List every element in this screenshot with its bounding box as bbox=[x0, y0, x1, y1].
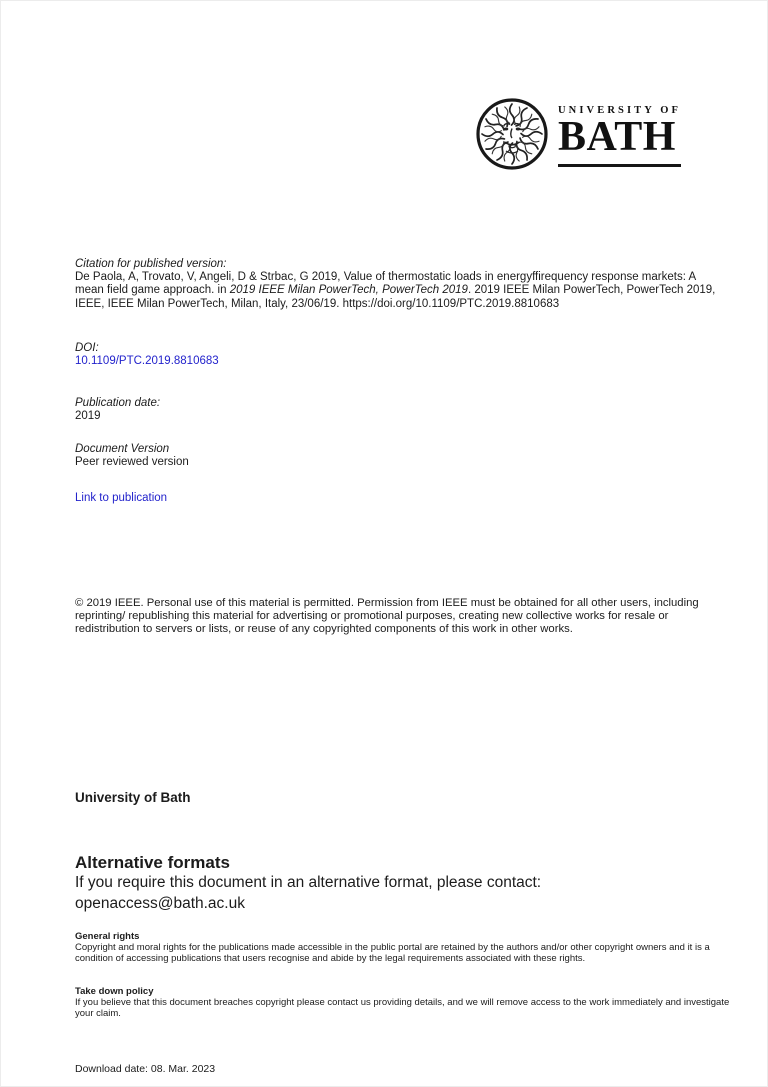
document-version-value: Peer reviewed version bbox=[75, 456, 189, 469]
publication-date-value: 2019 bbox=[75, 410, 101, 423]
doi-block bbox=[75, 342, 475, 368]
general-rights-heading: General rights bbox=[75, 931, 140, 942]
document-version-block bbox=[75, 443, 475, 469]
logo-bath-text: BATH bbox=[558, 114, 676, 160]
publication-date-label: Publication date: bbox=[75, 397, 161, 409]
logo-university-of-text: UNIVERSITY OF bbox=[558, 105, 682, 116]
publication-date-block bbox=[75, 397, 475, 423]
institution-name: University of Bath bbox=[75, 790, 191, 805]
university-of-bath-logo bbox=[475, 97, 681, 171]
doi-label: DOI: bbox=[75, 342, 99, 354]
citation-text-start: De Paola, A, Trovato, V, Angeli, D & Strbac, G 2019, Value of thermostatic loads in energyffirequency response markets: A mean field game approach. in bbox=[75, 271, 696, 297]
take-down-policy-section bbox=[75, 987, 731, 1019]
alternative-formats-heading: Alternative formats bbox=[75, 853, 230, 872]
logo-text-block bbox=[558, 97, 681, 167]
citation-label: Citation for published version: bbox=[75, 258, 227, 270]
general-rights-body: Copyright and moral rights for the publications made accessible in the public portal are retained by the authors and/or other copyright owners and it is a condition of accessing publications that users recognise and abide by the legal requirements associated with these rights. bbox=[75, 941, 710, 964]
alternative-formats-section bbox=[75, 852, 695, 914]
link-to-publication[interactable]: Link to publication bbox=[75, 492, 168, 504]
take-down-policy-body: If you believe that this document breaches copyright please contact us providing details, and we will remove access to the work immediately and investigate your claim. bbox=[75, 996, 730, 1019]
citation-text-end: . 2019 IEEE Milan PowerTech, PowerTech 2019, IEEE, IEEE Milan PowerTech, Milan, Italy, 23/06/19. https://doi.org/10.1109/PTC.2019.8810683 bbox=[75, 284, 716, 310]
citation-proceedings-title: 2019 IEEE Milan PowerTech, PowerTech 2019 bbox=[229, 284, 468, 297]
openaccess-email: openaccess@bath.ac.uk bbox=[75, 894, 245, 912]
alternative-formats-text: If you require this document in an alternative format, please contact: bbox=[75, 874, 542, 891]
take-down-policy-heading: Take down policy bbox=[75, 986, 154, 997]
doi-link[interactable]: 10.1109/PTC.2019.8810683 bbox=[75, 355, 219, 368]
copyright-notice: © 2019 IEEE. Personal use of this material is permitted. Permission from IEEE must be obtained for all other users, including reprinting/ republishing this material for advertising or promotional purposes, creating new collective works for resale or redistribution to servers or lists, or reuse of any copyrighted components of this work in other works. bbox=[75, 597, 699, 635]
general-rights-section bbox=[75, 932, 731, 964]
download-date: Download date: 08. Mar. 2023 bbox=[75, 1063, 216, 1075]
bath-crest-icon bbox=[475, 97, 549, 171]
citation-text bbox=[75, 271, 720, 311]
citation-block bbox=[75, 258, 720, 311]
document-version-label: Document Version bbox=[75, 443, 170, 455]
